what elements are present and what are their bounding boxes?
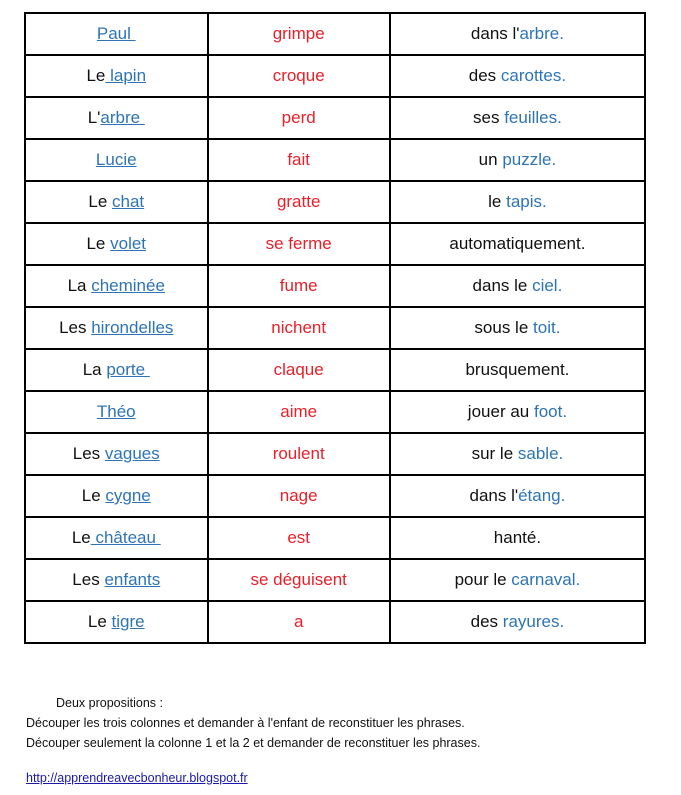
subject-cell bbox=[25, 475, 208, 517]
table-row bbox=[25, 55, 645, 97]
complement-prefix: hanté. bbox=[493, 528, 542, 547]
table-row bbox=[25, 433, 645, 475]
subject-prefix: L' bbox=[87, 108, 101, 127]
table-row bbox=[25, 181, 645, 223]
complement-cell bbox=[390, 349, 645, 391]
verb-cell bbox=[208, 55, 390, 97]
subject-prefix: Les bbox=[59, 318, 92, 337]
complement-prefix: un bbox=[478, 150, 503, 169]
complement-prefix: le bbox=[488, 192, 507, 211]
table-row bbox=[25, 223, 645, 265]
subject-noun: cheminée bbox=[91, 276, 165, 295]
table-row bbox=[25, 391, 645, 433]
complement-prefix: ses bbox=[473, 108, 505, 127]
subject-cell bbox=[25, 433, 208, 475]
complement-prefix: des bbox=[470, 612, 503, 631]
complement-cell bbox=[390, 223, 645, 265]
complement-noun: sable. bbox=[517, 444, 564, 463]
verb: fume bbox=[279, 276, 318, 295]
verb-cell bbox=[208, 349, 390, 391]
verb: se ferme bbox=[265, 234, 332, 253]
verb: a bbox=[293, 612, 304, 631]
subject-cell bbox=[25, 265, 208, 307]
verb: gratte bbox=[276, 192, 321, 211]
subject-prefix: La bbox=[82, 360, 107, 379]
complement-prefix: brusquement. bbox=[465, 360, 570, 379]
complement-noun: toit. bbox=[533, 318, 561, 337]
table-row bbox=[25, 265, 645, 307]
subject-prefix: La bbox=[67, 276, 92, 295]
table-row bbox=[25, 475, 645, 517]
complement-noun: ciel. bbox=[532, 276, 563, 295]
complement-noun: arbre. bbox=[519, 24, 564, 43]
subject-noun: hirondelles bbox=[91, 318, 174, 337]
table-row bbox=[25, 13, 645, 55]
verb-cell bbox=[208, 265, 390, 307]
subject-cell bbox=[25, 97, 208, 139]
subject-cell bbox=[25, 181, 208, 223]
complement-prefix: jouer au bbox=[467, 402, 534, 421]
subject-noun: vagues bbox=[104, 444, 160, 463]
complement-cell bbox=[390, 391, 645, 433]
subject-cell bbox=[25, 601, 208, 643]
subject-prefix: Le bbox=[88, 192, 112, 211]
verb: nage bbox=[279, 486, 318, 505]
verb: est bbox=[287, 528, 311, 547]
verb-cell bbox=[208, 475, 390, 517]
complement-cell bbox=[390, 475, 645, 517]
subject-cell bbox=[25, 55, 208, 97]
table-row bbox=[25, 517, 645, 559]
complement-cell bbox=[390, 55, 645, 97]
complement-prefix: sous le bbox=[474, 318, 534, 337]
complement-noun: étang. bbox=[518, 486, 566, 505]
subject-noun: château bbox=[90, 528, 161, 547]
table-row bbox=[25, 307, 645, 349]
subject-cell bbox=[25, 391, 208, 433]
subject-prefix: Les bbox=[72, 570, 105, 589]
verb-cell bbox=[208, 433, 390, 475]
subject-cell bbox=[25, 559, 208, 601]
verb-cell bbox=[208, 601, 390, 643]
complement-noun: foot. bbox=[533, 402, 568, 421]
subject-cell bbox=[25, 517, 208, 559]
footer-line-1: Découper les trois colonnes et demander à l'enfant de reconstituer les phrases. bbox=[26, 716, 465, 730]
complement-prefix: sur le bbox=[471, 444, 518, 463]
subject-cell bbox=[25, 307, 208, 349]
table-row bbox=[25, 349, 645, 391]
table-row bbox=[25, 97, 645, 139]
verb: fait bbox=[287, 150, 311, 169]
subject-noun: volet bbox=[110, 234, 147, 253]
complement-prefix: pour le bbox=[454, 570, 512, 589]
subject-noun: cygne bbox=[105, 486, 151, 505]
subject-cell bbox=[25, 349, 208, 391]
verb: perd bbox=[281, 108, 316, 127]
verb-cell bbox=[208, 13, 390, 55]
subject-cell bbox=[25, 139, 208, 181]
verb-cell bbox=[208, 391, 390, 433]
footer-line-2: Découper seulement la colonne 1 et la 2 et demander de reconstituer les phrases. bbox=[26, 736, 481, 750]
footer-heading: Deux propositions : bbox=[56, 696, 164, 710]
verb: se déguisent bbox=[250, 570, 347, 589]
complement-prefix: automatiquement. bbox=[449, 234, 586, 253]
complement-cell bbox=[390, 265, 645, 307]
subject-prefix: Le bbox=[86, 66, 106, 85]
subject-prefix: Le bbox=[71, 528, 91, 547]
verb-cell bbox=[208, 517, 390, 559]
subject-prefix: Le bbox=[87, 612, 112, 631]
complement-noun: puzzle. bbox=[502, 150, 557, 169]
complement-prefix: dans l' bbox=[470, 24, 520, 43]
verb: grimpe bbox=[272, 24, 325, 43]
subject-noun: porte bbox=[106, 360, 150, 379]
table-row bbox=[25, 139, 645, 181]
subject-prefix: Les bbox=[72, 444, 105, 463]
subject-cell bbox=[25, 223, 208, 265]
verb: nichent bbox=[271, 318, 327, 337]
complement-noun: carnaval. bbox=[511, 570, 581, 589]
subject-noun: arbre bbox=[100, 108, 145, 127]
complement-prefix: dans le bbox=[472, 276, 533, 295]
complement-cell bbox=[390, 13, 645, 55]
complement-prefix: des bbox=[468, 66, 501, 85]
complement-noun: rayures. bbox=[502, 612, 565, 631]
subject-noun: Paul bbox=[96, 24, 136, 43]
subject-cell bbox=[25, 13, 208, 55]
verb-cell bbox=[208, 139, 390, 181]
complement-prefix: dans l' bbox=[469, 486, 519, 505]
verb: roulent bbox=[272, 444, 325, 463]
blog-link[interactable]: http://apprendreavecbonheur.blogspot.fr bbox=[26, 771, 248, 785]
table-row bbox=[25, 601, 645, 643]
subject-prefix: Le bbox=[81, 486, 106, 505]
verb-cell bbox=[208, 181, 390, 223]
subject-noun: lapin bbox=[105, 66, 147, 85]
table-row bbox=[25, 559, 645, 601]
subject-noun: Théo bbox=[96, 402, 136, 421]
verb-cell bbox=[208, 223, 390, 265]
complement-cell bbox=[390, 559, 645, 601]
subject-prefix: Le bbox=[86, 234, 111, 253]
verb-cell bbox=[208, 307, 390, 349]
sentence-table bbox=[24, 12, 646, 644]
complement-cell bbox=[390, 307, 645, 349]
subject-noun: tigre bbox=[111, 612, 145, 631]
complement-cell bbox=[390, 139, 645, 181]
complement-cell bbox=[390, 517, 645, 559]
verb: aime bbox=[280, 402, 318, 421]
complement-cell bbox=[390, 97, 645, 139]
subject-noun: enfants bbox=[104, 570, 161, 589]
verb: claque bbox=[273, 360, 324, 379]
verb-cell bbox=[208, 559, 390, 601]
complement-noun: carottes. bbox=[500, 66, 567, 85]
complement-cell bbox=[390, 433, 645, 475]
complement-noun: tapis. bbox=[506, 192, 547, 211]
subject-noun: Lucie bbox=[95, 150, 137, 169]
subject-noun: chat bbox=[112, 192, 145, 211]
verb: croque bbox=[272, 66, 325, 85]
complement-cell bbox=[390, 181, 645, 223]
complement-noun: feuilles. bbox=[504, 108, 562, 127]
verb-cell bbox=[208, 97, 390, 139]
complement-cell bbox=[390, 601, 645, 643]
